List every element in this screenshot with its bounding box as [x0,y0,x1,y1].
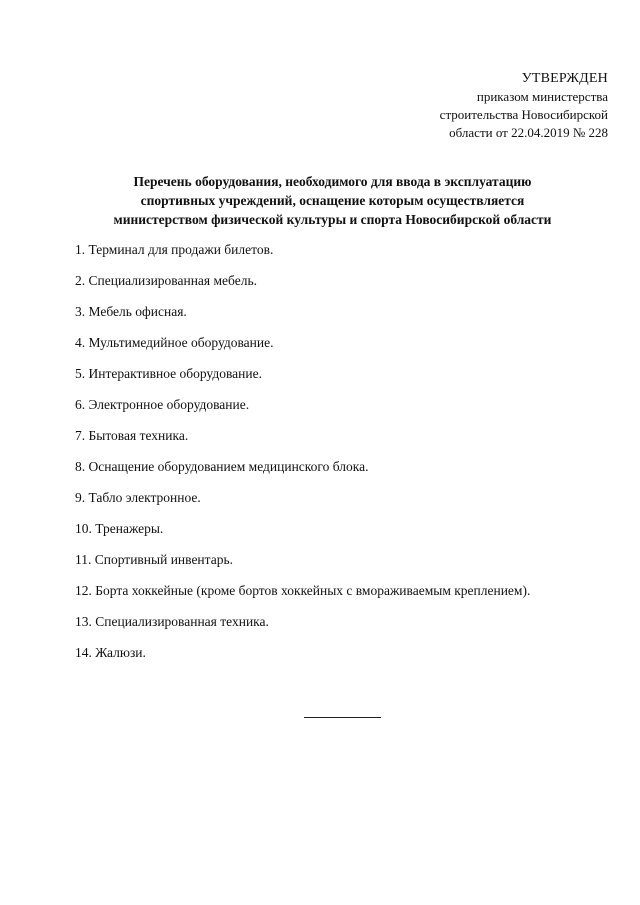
approval-block [348,70,608,142]
list-item: 6. Электронное оборудование. [75,397,250,412]
list-item: 13. Специализированная техника. [75,614,269,629]
heading-line-3: министерством физической культуры и спорта Новосибирской области [113,212,552,227]
approval-title: УТВЕРЖДЕН [521,71,608,86]
list-item: 1. Терминал для продажи билетов. [75,242,274,257]
heading-line-1: Перечень оборудования, необходимого для ввода в эксплуатацию [133,174,532,189]
approval-line-3: области от 22.04.2019 № 228 [449,125,608,140]
equipment-list [75,240,620,674]
list-item: 4. Мультимедийное оборудование. [75,335,274,350]
list-item: 12. Борта хоккейные (кроме бортов хоккейных с вмораживаемым креплением). [75,583,531,598]
list-item: 8. Оснащение оборудованием медицинского блока. [75,459,369,474]
list-item: 2. Специализированная мебель. [75,273,257,288]
list-item: 5. Интерактивное оборудование. [75,366,262,381]
list-item: 11. Спортивный инвентарь. [75,552,233,567]
list-item: 9. Табло электронное. [75,490,201,505]
list-item: 7. Бытовая техника. [75,428,189,443]
approval-line-2: строительства Новосибирской [439,107,608,122]
closing-separator-line [304,717,381,718]
list-item: 10. Тренажеры. [75,521,164,536]
list-item: 3. Мебель офисная. [75,304,187,319]
approval-line-1: приказом министерства [476,89,608,104]
list-item: 14. Жалюзи. [75,645,146,660]
document-heading [60,172,605,229]
heading-line-2: спортивных учреждений, оснащение которым осуществляется [140,193,525,208]
